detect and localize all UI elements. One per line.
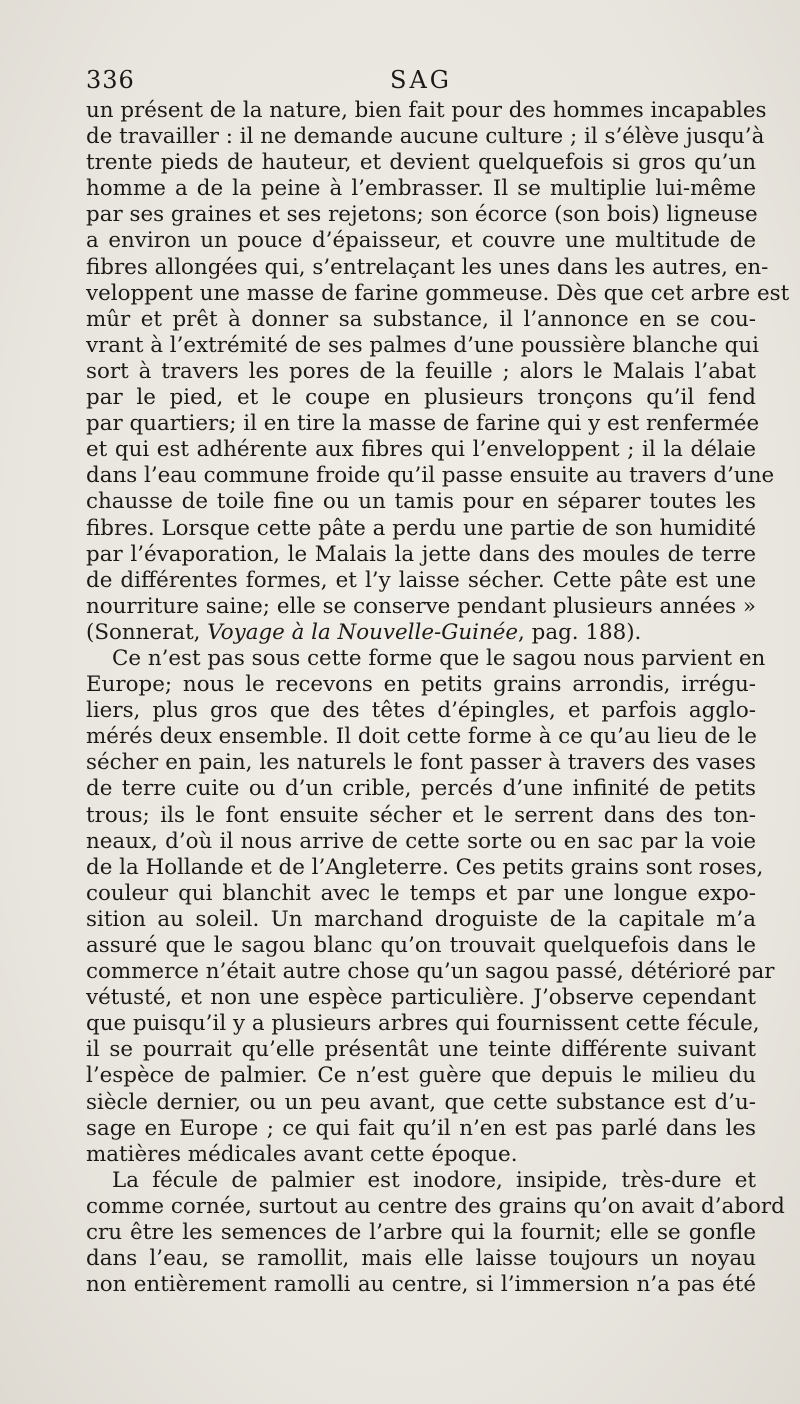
text-line: sort à travers les pores de la feuille ; alors le Malais l’abat (86, 358, 756, 384)
text-line: veloppent une masse de farine gommeuse. Dès que cet arbre est (86, 280, 790, 306)
text-line: il se pourrait qu’elle présentât une teinte différente suivant (86, 1037, 756, 1063)
text-line: chausse de toile fine ou un tamis pour en séparer toutes les (86, 489, 756, 515)
text-line: Europe; nous le recevons en petits grains arrondis, irrégu- (86, 672, 756, 698)
page-body-text (86, 98, 790, 1298)
text-line: trous; ils le font ensuite sécher et le serrent dans des ton- (86, 802, 756, 828)
text-line: par ses graines et ses rejetons; son écorce (son bois) ligneuse (86, 202, 758, 228)
text-line: cru être les semences de l’arbre qui la fournit; elle se gonfle (86, 1220, 756, 1246)
text-line: sition au soleil. Un marchand droguiste de la capitale m’a (86, 906, 756, 932)
text-line: liers, plus gros que des têtes d’épingles, et parfois agglo- (86, 698, 756, 724)
text-line: fibres. Lorsque cette pâte a perdu une partie de son humidité (86, 515, 756, 541)
text-line: que puisqu’il y a plusieurs arbres qui fournissent cette fécule, (86, 1011, 760, 1037)
text-line: de terre cuite ou d’un crible, percés d’une infinité de petits (86, 776, 756, 802)
text-line: homme a de la peine à l’embrasser. Il se multiplie lui-même (86, 176, 756, 202)
text-line: l’espèce de palmier. Ce n’est guère que depuis le milieu du (86, 1063, 756, 1089)
page-number: 336 (86, 66, 135, 94)
text-line: par le pied, et le coupe en plusieurs tronçons qu’il fend (86, 385, 756, 411)
text-line: sage en Europe ; ce qui fait qu’il n’en est pas parlé dans les (86, 1115, 756, 1141)
text-line (86, 620, 756, 646)
text-line: La fécule de palmier est inodore, insipide, très-dure et (112, 1167, 756, 1193)
text-line: sécher en pain, les naturels le font passer à travers des vases (86, 750, 756, 776)
text-line: et qui est adhérente aux fibres qui l’enveloppent ; il la délaie (86, 437, 756, 463)
text-line: trente pieds de hauteur, et devient quelquefois si gros qu’un (86, 150, 756, 176)
text-line: commerce n’était autre chose qu’un sagou passé, détérioré par (86, 959, 775, 985)
text-line: de la Hollande et de l’Angleterre. Ces petits grains sont roses, (86, 854, 764, 880)
text-line: comme cornée, surtout au centre des grains qu’on avait d’abord (86, 1193, 785, 1219)
text-line: couleur qui blanchit avec le temps et par une longue expo- (86, 880, 756, 906)
text-line: un présent de la nature, bien fait pour des hommes incapables (86, 98, 767, 123)
text-line: matières médicales avant cette époque. (86, 1141, 518, 1167)
text-line: dans l’eau commune froide qu’il passe ensuite au travers d’une (86, 463, 775, 489)
text-line: de travailler : il ne demande aucune culture ; il s’élève jusqu’à (86, 124, 765, 150)
text-line: dans l’eau, se ramollit, mais elle laisse toujours un noyau (86, 1246, 756, 1272)
citation-prefix: (Sonnerat, (86, 619, 208, 645)
citation-title: Voyage à la Nouvelle-Guinée (207, 619, 519, 645)
text-line: fibres allongées qui, s’entrelaçant les unes dans les autres, en- (86, 254, 769, 280)
text-line: de différentes formes, et l’y laisse sécher. Cette pâte est une (86, 567, 756, 593)
text-line: vrant à l’extrémité de ses palmes d’une poussière blanche qui (86, 332, 759, 358)
text-line: vétusté, et non une espèce particulière. J’observe cependant (86, 985, 756, 1011)
text-line: mûr et prêt à donner sa substance, il l’annonce en se cou- (86, 306, 756, 332)
text-line: nourriture saine; elle se conserve pendant plusieurs années » (86, 593, 756, 619)
citation-suffix: , pag. 188). (518, 619, 642, 645)
text-line: par quartiers; il en tire la masse de farine qui y est renfermée (86, 411, 760, 437)
text-line: a environ un pouce d’épaisseur, et couvre une multitude de (86, 228, 756, 254)
running-head: SAG (390, 66, 452, 94)
page-header (86, 62, 756, 98)
text-line: siècle dernier, ou un peu avant, que cette substance est d’u- (86, 1089, 756, 1115)
text-line: neaux, d’où il nous arrive de cette sorte ou en sac par la voie (86, 828, 756, 854)
text-line: non entièrement ramolli au centre, si l’immersion n’a pas été (86, 1272, 756, 1298)
text-line: assuré que le sagou blanc qu’on trouvait quelquefois dans le (86, 933, 756, 958)
text-line: par l’évaporation, le Malais la jette dans des moules de terre (86, 541, 756, 567)
text-line: Ce n’est pas sous cette forme que le sagou nous parvient en (112, 645, 766, 671)
text-line: mérés deux ensemble. Il doit cette forme à ce qu’au lieu de le (86, 724, 757, 750)
